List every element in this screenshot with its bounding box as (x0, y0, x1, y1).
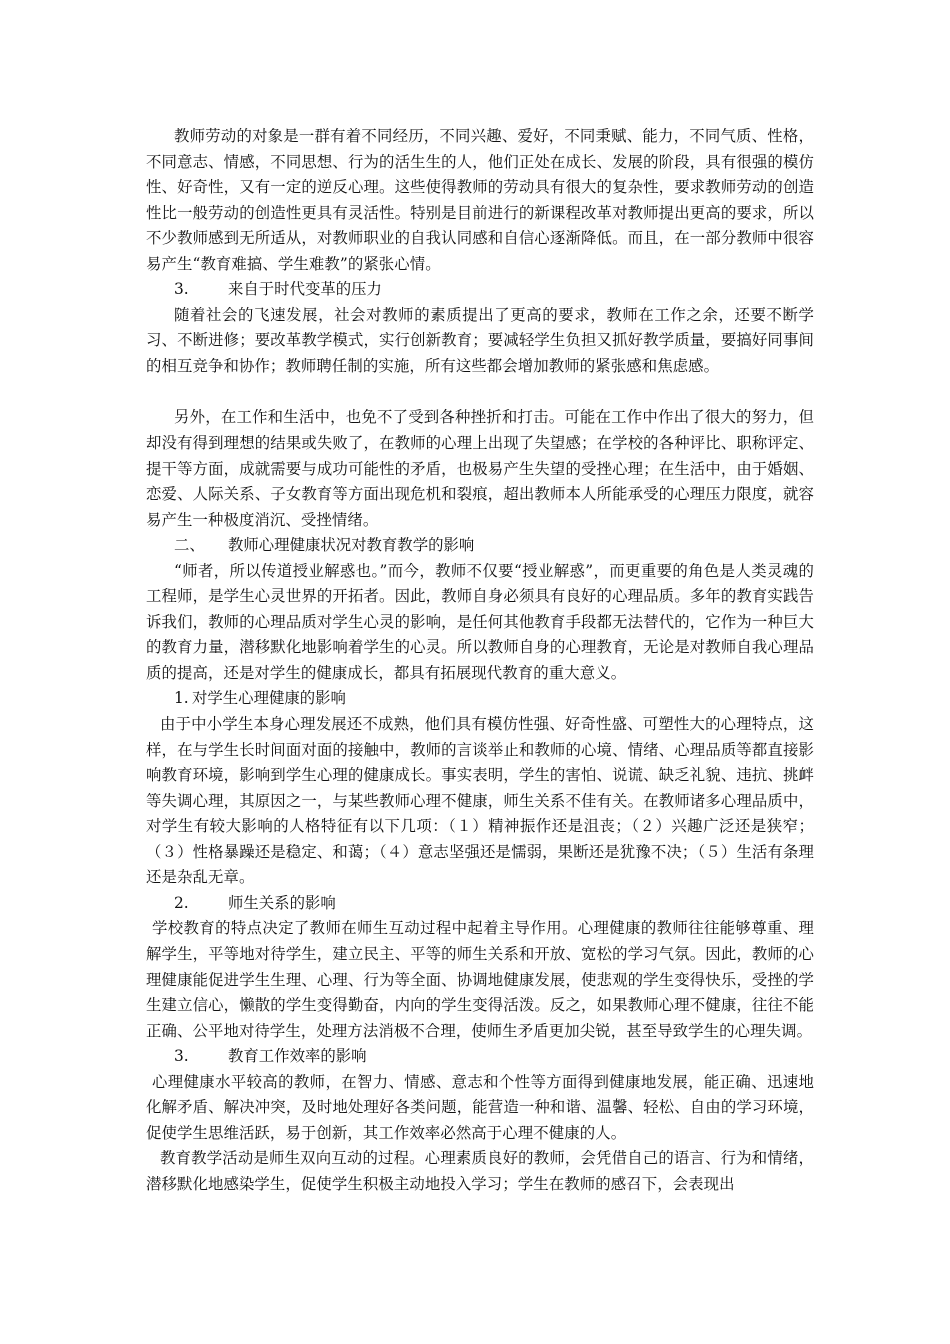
heading-title: 教师心理健康状况对教育教学的影响 (228, 536, 475, 555)
paragraph-relationship: 学校教育的特点决定了教师在师生互动过程中起着主导作用。心理健康的教师往往能够尊重、理解学生，平等地对待学生，建立民主、平等的师生关系和开放、宽松的学习气氛。因此，教师的心理健康能促进学生生理、心理、行为等全面、协调地健康发展，使悲观的学生变得快乐，受挫的学生建立信心，懒散的学生变得勤奋，内向的学生变得活泼。反之，如果教师心理不健康，往往不能正确、公平地对待学生，处理方法消极不合理，使师生矛盾更加尖锐，甚至导致学生的心理失调。 (146, 919, 814, 1040)
paragraph-student-influence: 由于中小学生本身心理发展还不成熟，他们具有模仿性强、好奇性盛、可塑性大的心理特点，这样，在与学生长时间面对面的接触中，教师的言谈举止和教师的心境、情绪、心理品质等都直接影响教育环境，影响到学生心理的健康成长。事实表明，学生的害怕、说谎、缺乏礼貌、违抗、挑衅等失调心理，其原因之一，与某些教师心理不健康，师生关系不佳有关。在教师诸多心理品质中，对学生有较大影响的人格特征有以下几项：（１）精神振作还是沮丧；（２）兴趣广泛还是狭窄；（３）性格暴躁还是稳定、和蔼；（４）意志坚强还是懦弱，果断还是犹豫不决；（５）生活有条理还是杂乱无章。 (146, 715, 814, 887)
heading-number: 3. (174, 1047, 189, 1066)
heading-work-efficiency (146, 1044, 814, 1070)
heading-era-pressure (146, 277, 814, 303)
heading-title: 师生关系的影响 (228, 893, 336, 912)
heading-title: 来自于时代变革的压力 (228, 280, 382, 299)
heading-number: 2. (174, 893, 189, 912)
heading-student-mental-health (146, 686, 814, 712)
heading-title: 对学生心理健康的影响 (192, 689, 346, 708)
paragraph-teacher-role: “师者，所以传道授业解惑也。”而今，教师不仅要“授业解惑”，而更重要的角色是人类灵魂的工程师，是学生心灵世界的开拓者。因此，教师自身必须具有良好的心理品质。多年的教育实践告诉我们，教师的心理品质对学生心灵的影响，是任何其他教育手段都无法替代的，它作为一种巨大的教育力量，潜移默化地影响着学生的心灵。所以教师自身的心理教育，无论是对教师自我心理品质的提高，还是对学生的健康成长，都具有拓展现代教育的重大意义。 (146, 561, 814, 682)
document-body (146, 124, 814, 1197)
heading-section-two (146, 533, 814, 559)
heading-title: 教育工作效率的影响 (228, 1047, 367, 1066)
heading-number: 1. (174, 689, 189, 708)
paragraph-efficiency: 心理健康水平较高的教师，在智力、情感、意志和个性等方面得到健康地发展，能正确、迅速地化解矛盾、解决冲突，及时地处理好各类问题，能营造一种和谐、温馨、轻松、自由的学习环境，促使学生思维活跃，易于创新，其工作效率必然高于心理不健康的人。 (146, 1072, 814, 1142)
heading-number: 二、 (174, 536, 205, 555)
paragraph-setbacks: 另外，在工作和生活中，也免不了受到各种挫折和打击。可能在工作中作出了很大的努力，但却没有得到理想的结果或失败了，在教师的心理上出现了失望感；在学校的各种评比、职称评定、提干等方面，成就需要与成功可能性的矛盾，也极易产生失望的受挫心理；在生活中，由于婚姻、恋爱、人际关系、子女教育等方面出现危机和裂痕，超出教师本人所能承受的心理压力限度，就容易产生一种极度消沉、受挫情绪。 (146, 408, 814, 529)
paragraph-teacher-labor: 教师劳动的对象是一群有着不同经历，不同兴趣、爱好，不同秉赋、能力，不同气质、性格，不同意志、情感，不同思想、行为的活生生的人，他们正处在成长、发展的阶段，具有很强的模仿性、好奇性，又有一定的逆反心理。这些使得教师的劳动具有很大的复杂性，要求教师劳动的创造性比一般劳动的创造性更具有灵活性。特别是目前进行的新课程改革对教师提出更高的要求，所以不少教师感到无所适从，对教师职业的自我认同感和自信心逐渐降低。而且，在一部分教师中很容易产生“教育难搞、学生难教”的紧张心情。 (146, 127, 814, 273)
paragraph-spacer (146, 379, 814, 405)
paragraph-social-development: 随着社会的飞速发展，社会对教师的素质提出了更高的要求，教师在工作之余，还要不断学习、不断进修；要改革教学模式，实行创新教育；要减轻学生负担又抓好教学质量，要搞好同事间的相互竞争和协作；教师聘任制的实施，所有这些都会增加教师的紧张感和焦虑感。 (146, 305, 814, 375)
heading-teacher-student-relation (146, 891, 814, 917)
paragraph-interaction: 教育教学活动是师生双向互动的过程。心理素质良好的教师，会凭借自己的语言、行为和情绪，潜移默化地感染学生，促使学生积极主动地投入学习；学生在教师的感召下，会表现出 (146, 1149, 814, 1193)
heading-number: 3. (174, 280, 189, 299)
